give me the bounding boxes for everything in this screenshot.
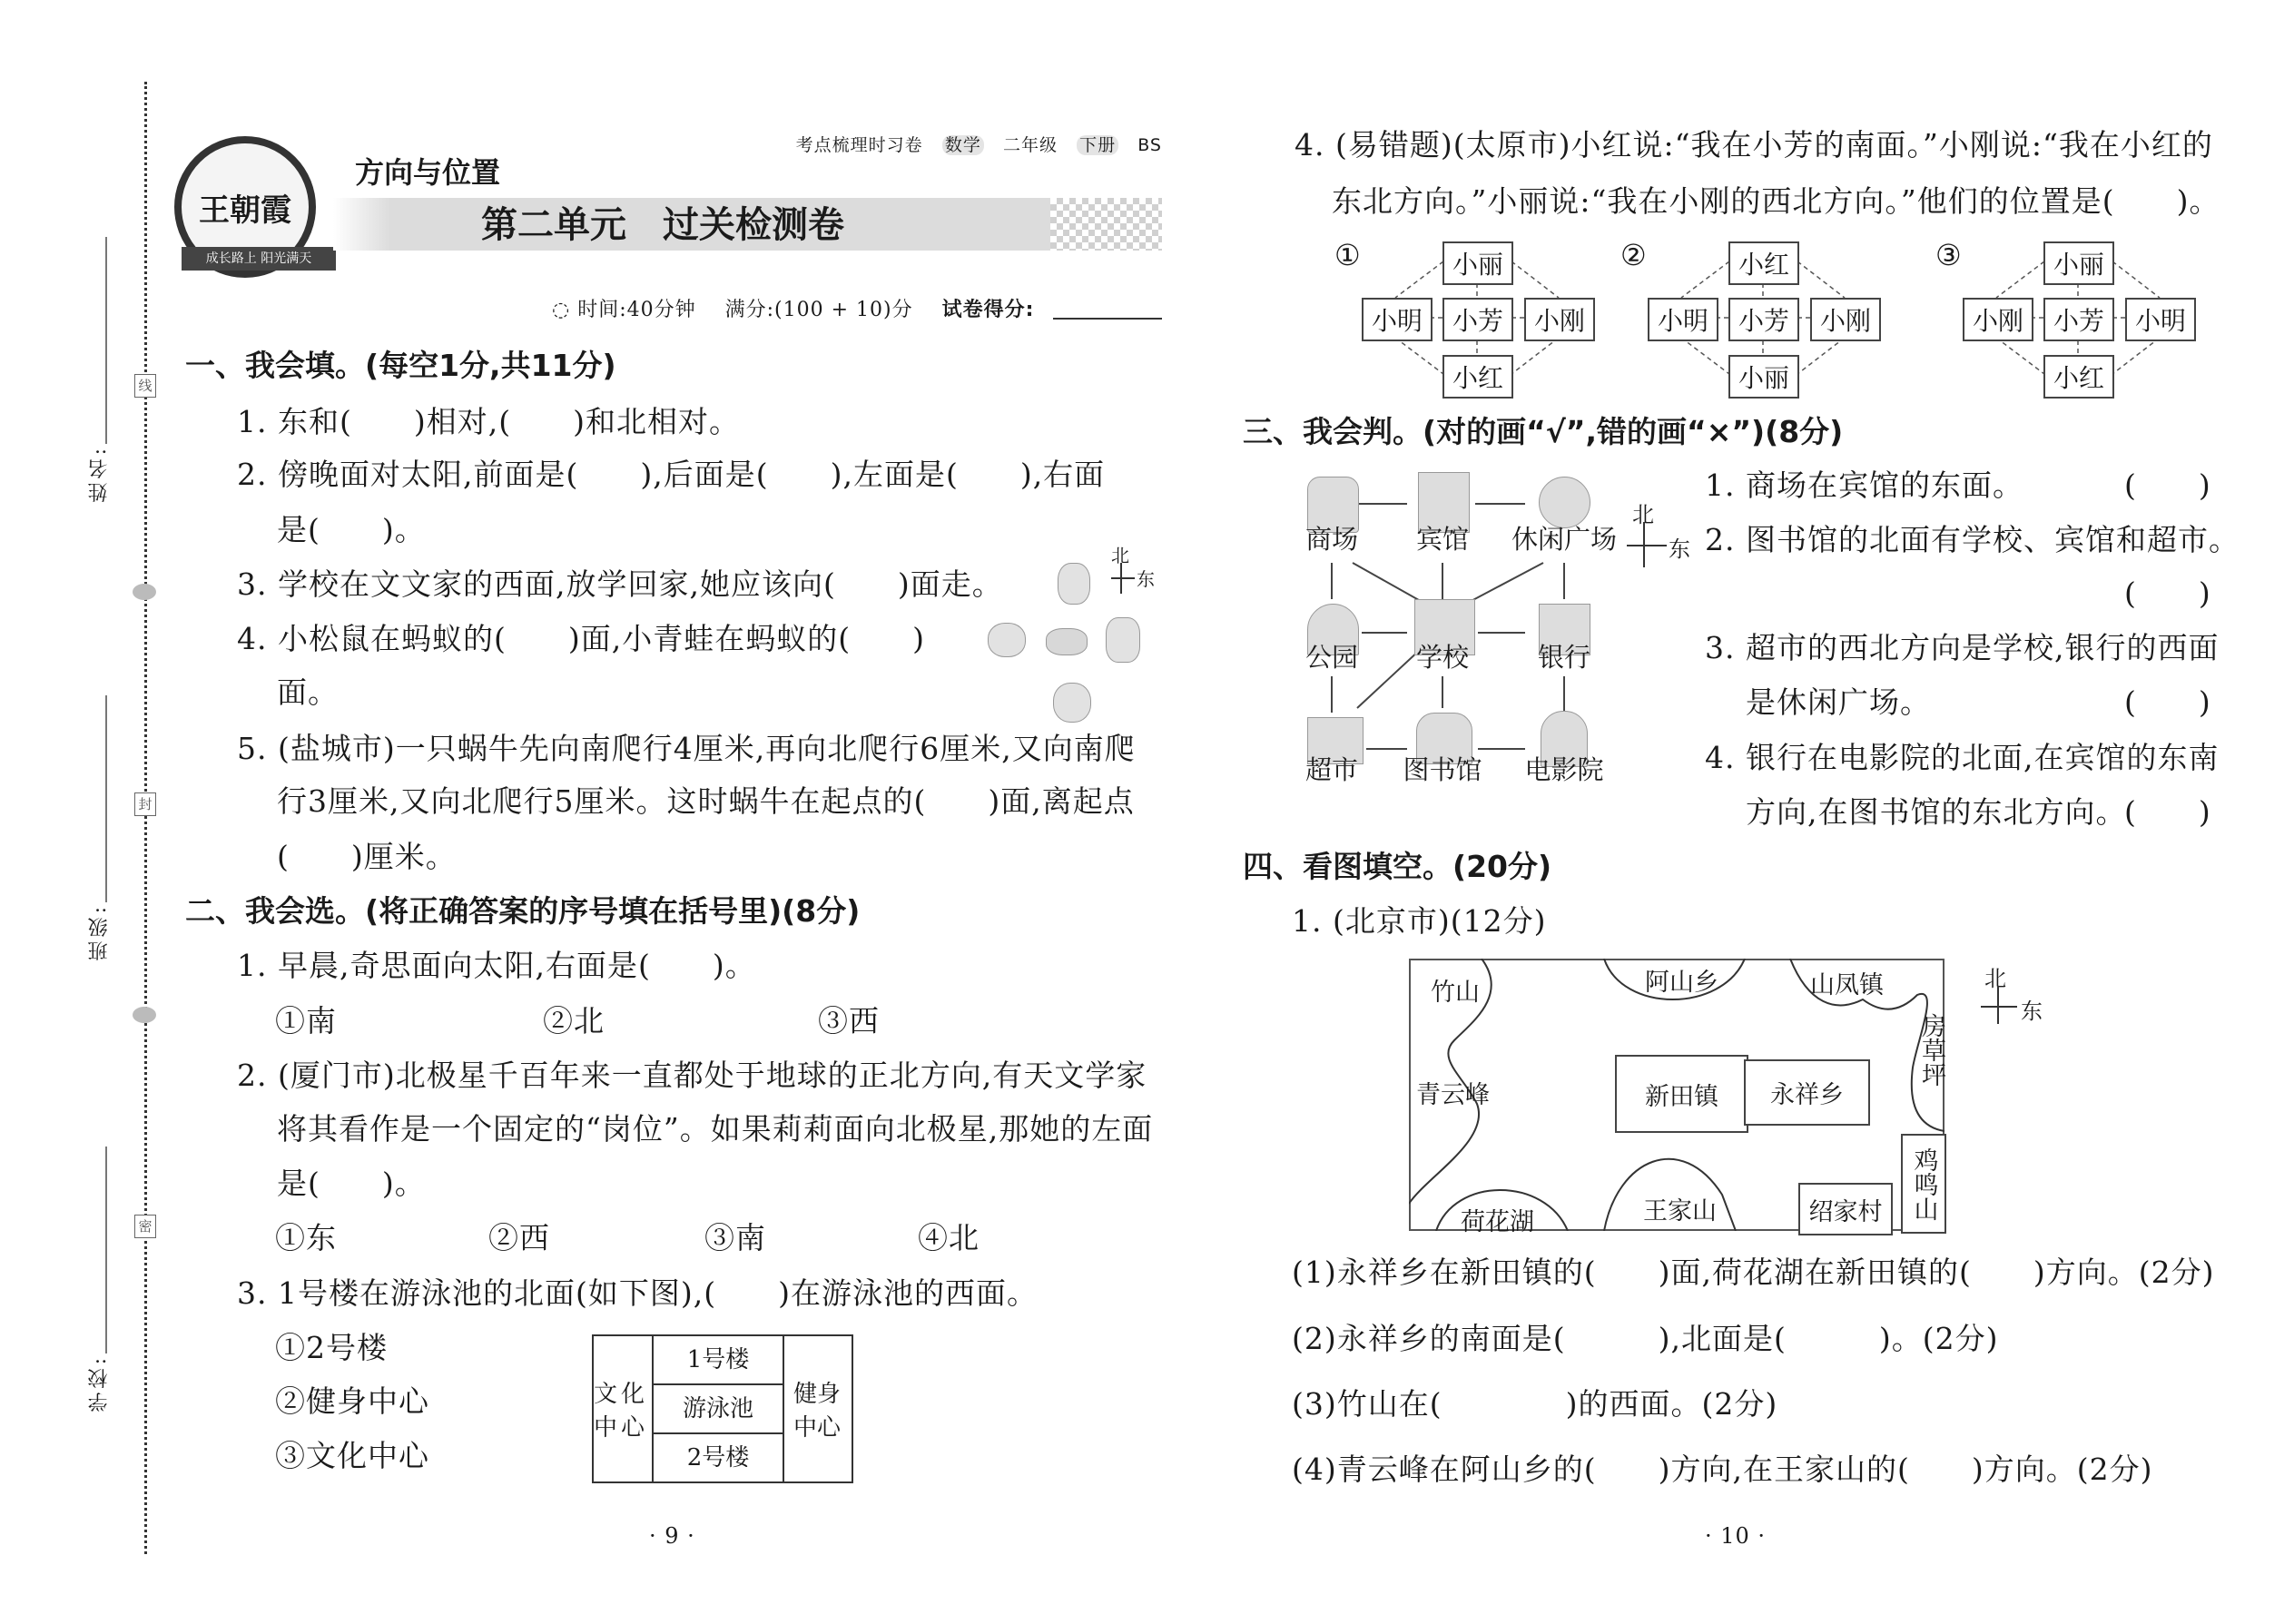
compass-small [1109, 541, 1164, 595]
map-label-shanfeng: 山凤镇 [1810, 971, 1884, 999]
section-4-heading: 四、看图填空。(20分) [1243, 849, 1552, 884]
score-label: 试卷得分: [941, 299, 1035, 321]
s3-item-1: 1. 商场在宾馆的东面。 [1705, 468, 2023, 503]
table-right-cell: 健身中心 [783, 1336, 850, 1481]
s2-q3: 3. 1号楼在游泳池的北面(如下图),( )在游泳池的西面。 [237, 1275, 1038, 1311]
page-title: 第二单元 过关检测卷 [481, 204, 844, 246]
answer-paren[interactable]: ( ) [2124, 576, 2211, 611]
squirrel-picture-icon [1053, 683, 1091, 723]
place-label: 商场 [1305, 524, 1358, 555]
s2-q2: 2. (厦门市)北极星千百年来一直都处于地球的正北方向,有天文学家 [237, 1058, 1147, 1093]
north-label: 北 [1984, 966, 2006, 991]
map-label-fangcao: 房草坪 [1917, 1013, 1945, 1087]
person-box-top: 小丽 [1442, 241, 1513, 285]
person-box-top: 小丽 [2043, 241, 2114, 285]
north-arrow-icon [1997, 986, 1999, 1024]
person-box-center: 小芳 [2043, 298, 2114, 341]
class-label: 班级: [88, 903, 111, 961]
s4-q4: (4)青云峰在阿山乡的( )方向,在王家山的( )方向。(2分) [1292, 1452, 2153, 1487]
position-diagram [1334, 238, 1607, 401]
s4-sub: 1. (北京市)(12分) [1292, 903, 1547, 939]
map-label-qingyun: 青云峰 [1416, 1081, 1490, 1109]
grade-label: 二年级 [1002, 135, 1058, 155]
seal-line: 线 [134, 374, 156, 398]
s2-q2-option: ④北 [918, 1220, 980, 1255]
name-label: 姓名: [88, 445, 111, 503]
s4-q2: (2)永祥乡的南面是( ),北面是( )。(2分) [1292, 1321, 1999, 1356]
position-diagram [1935, 238, 2208, 401]
table-left-cell: 文化中心 [594, 1336, 654, 1481]
class-underline [105, 695, 107, 902]
s1-q3: 3. 学校在文文家的西面,放学回家,她应该向( )面走。 [237, 566, 1003, 602]
east-label: 东 [1669, 536, 1690, 562]
binding-hole-icon [133, 1007, 156, 1023]
s4-q1: (1)永祥乡在新田镇的( )面,荷花湖在新田镇的( )方向。(2分) [1292, 1255, 2215, 1290]
person-box-top: 小红 [1728, 241, 1799, 285]
s3-item-4-cont: 方向,在图书馆的东北方向。 [1746, 794, 2127, 830]
map-box-yongxiang: 永祥乡 [1744, 1059, 1870, 1126]
s2-q1-option: ①南 [275, 1003, 337, 1038]
place-label: 公园 [1305, 642, 1358, 673]
place-label: 电影院 [1524, 754, 1604, 785]
s2-q3-option: ①2号楼 [275, 1330, 388, 1365]
place-map [1271, 468, 1707, 794]
s2-q4-cont: 东北方向。”小丽说:“我在小刚的西北方向。”他们的位置是( )。 [1332, 183, 2220, 219]
volume-label: 下册 [1077, 135, 1118, 155]
s2-q2-cont: 将其看作是一个固定的“岗位”。如果莉莉面向北极星,那她的左面 [277, 1111, 1154, 1147]
s2-q1-option: ②北 [543, 1003, 605, 1038]
place-label: 宾馆 [1415, 524, 1469, 555]
section-1-heading: 一、我会填。(每空1分,共11分) [185, 348, 616, 383]
logo-text: 王朝霞 [199, 192, 291, 229]
s1-q2: 2. 傍晚面对太阳,前面是( ),后面是( ),左面是( ),右面 [237, 457, 1106, 492]
page-number-left: · 9 · [649, 1523, 695, 1549]
person-box-left: 小明 [1648, 298, 1718, 341]
logo-ribbon: 成长路上 阳光满天 [182, 247, 336, 271]
seal-seal: 封 [134, 792, 156, 816]
s1-q4-cont: 面。 [277, 674, 339, 710]
s2-q3-option: ②健身中心 [275, 1383, 429, 1419]
s2-q2-option: ③南 [704, 1220, 766, 1255]
option-number: ③ [1935, 238, 1962, 272]
topic-title: 方向与位置 [355, 155, 501, 190]
s1-q2-cont: 是( )。 [277, 512, 426, 547]
s2-q1: 1. 早晨,奇思面向太阳,右面是( )。 [237, 948, 756, 983]
place-label: 超市 [1305, 754, 1358, 785]
person-box-bottom: 小红 [2043, 355, 2114, 399]
map-box-jiming: 鸡鸣山 [1901, 1134, 1946, 1234]
map-label-hehua: 荷花湖 [1461, 1208, 1534, 1236]
score-field[interactable] [1053, 318, 1162, 320]
place-label: 银行 [1537, 642, 1590, 673]
s2-q4: 4. (易错题)(太原市)小红说:“我在小芳的南面。”小刚说:“我在小红的 [1295, 127, 2213, 162]
east-label: 东 [1137, 568, 1155, 590]
school-label: 学校: [88, 1354, 111, 1412]
school-underline [105, 1147, 107, 1353]
s1-q5-cont: 行3厘米,又向北爬行5厘米。这时蜗牛在起点的( )面,离起点 [277, 783, 1135, 819]
series-label: 考点梳理时习卷 [795, 135, 923, 155]
s1-q5-cont2: ( )厘米。 [277, 839, 457, 874]
seal-secret: 密 [134, 1215, 156, 1238]
place-label: 休闲广场 [1511, 524, 1617, 555]
subject-label: 数学 [942, 135, 984, 155]
map-compass [1981, 960, 2053, 1024]
girl-picture-icon [1058, 563, 1090, 605]
map-label-ashan: 阿山乡 [1645, 969, 1718, 997]
section-3-heading: 三、我会判。(对的画“√”,错的画“×”)(8分) [1243, 414, 1844, 449]
option-number: ① [1334, 238, 1361, 272]
place-label: 学校 [1415, 642, 1469, 673]
s3-item-2: 2. 图书馆的北面有学校、宾馆和超市。 [1705, 522, 2240, 557]
s3-item-3: 3. 超市的西北方向是学校,银行的西面 [1705, 630, 2220, 665]
s2-q2-option: ①东 [275, 1220, 337, 1255]
frog-picture-icon [988, 623, 1026, 657]
binding-hole-icon [133, 584, 156, 600]
map-box-xintian: 新田镇 [1615, 1055, 1748, 1133]
time-limit: 时间:40分钟 [577, 299, 696, 321]
table-bottom-cell: 2号楼 [686, 1444, 750, 1471]
header-meta [796, 129, 1162, 162]
exam-info [552, 294, 1034, 327]
option-number: ② [1620, 238, 1647, 272]
person-box-left: 小明 [1362, 298, 1433, 341]
north-label: 北 [1632, 502, 1654, 527]
person-box-center: 小芳 [1728, 298, 1799, 341]
edition-label: BS [1137, 135, 1162, 155]
dotted-cut-line [144, 82, 147, 1554]
ant-picture-icon [1046, 628, 1088, 655]
east-label: 东 [2021, 999, 2043, 1024]
map-label-zhushan: 竹山 [1431, 979, 1480, 1007]
person-box-center: 小芳 [1442, 298, 1513, 341]
checker-pattern [1050, 198, 1162, 251]
s2-q1-option: ③西 [818, 1003, 880, 1038]
building-table [592, 1334, 853, 1483]
table-middle-cell: 游泳池 [654, 1385, 783, 1434]
s3-item-3-cont: 是休闲广场。 [1746, 684, 1931, 720]
person-box-right: 小刚 [1524, 298, 1595, 341]
clock-icon: ◌ [552, 299, 571, 321]
s1-q5: 5. (盐城市)一只蜗牛先向南爬行4厘米,再向北爬行6厘米,又向南爬 [237, 731, 1136, 766]
s4-q3: (3)竹山在( )的西面。(2分) [1292, 1386, 1778, 1422]
person-box-right: 小刚 [1810, 298, 1881, 341]
compass [1627, 497, 1699, 569]
person-box-bottom: 小丽 [1728, 355, 1799, 399]
s1-q4: 4. 小松鼠在蚂蚁的( )面,小青蛙在蚂蚁的( ) [237, 621, 925, 656]
person-box-left: 小刚 [1963, 298, 2033, 341]
map-label-wangjia: 王家山 [1643, 1197, 1717, 1225]
s1-q1: 1. 东和( )相对,( )和北相对。 [237, 404, 740, 439]
town-map [1409, 959, 1945, 1236]
position-diagram [1620, 238, 1893, 401]
s3-item-4: 4. 银行在电影院的北面,在宾馆的东南 [1705, 740, 2220, 775]
s2-q3-option: ③文化中心 [275, 1438, 429, 1473]
table-top-cell: 1号楼 [654, 1336, 783, 1385]
place-label: 图书馆 [1403, 754, 1482, 785]
s2-q2-cont2: 是( )。 [277, 1166, 426, 1201]
full-score: 满分:(100 + 10)分 [724, 299, 913, 321]
answer-paren[interactable]: ( ) [2124, 468, 2211, 503]
deer-picture-icon [1106, 617, 1140, 663]
s2-q2-option: ②西 [488, 1220, 550, 1255]
answer-paren[interactable]: ( ) [2124, 684, 2211, 720]
page-number-right: · 10 · [1705, 1523, 1767, 1549]
person-box-bottom: 小红 [1442, 355, 1513, 399]
answer-paren[interactable]: ( ) [2124, 794, 2211, 830]
section-2-heading: 二、我会选。(将正确答案的序号填在括号里)(8分) [185, 893, 861, 929]
north-label: 北 [1111, 545, 1129, 566]
person-box-right: 小明 [2125, 298, 2196, 341]
name-underline [105, 237, 107, 444]
map-box-shaojia: 绍家村 [1798, 1183, 1893, 1235]
